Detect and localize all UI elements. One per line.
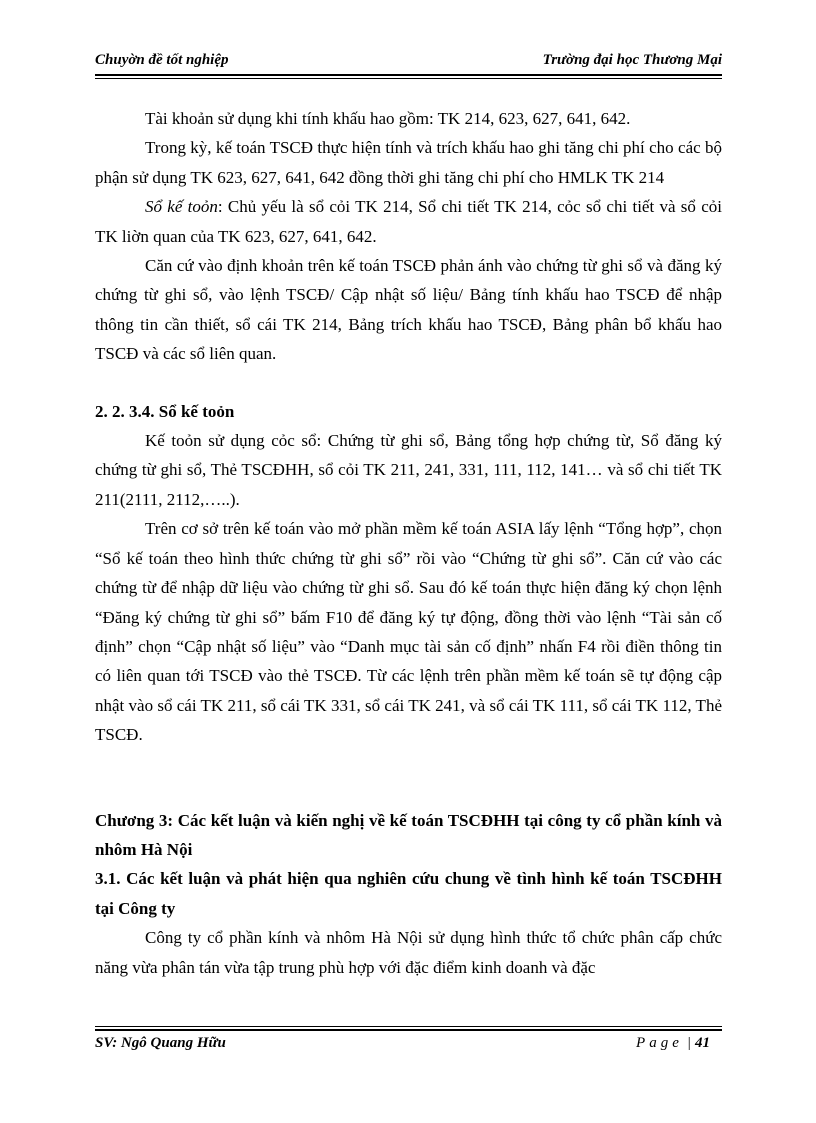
paragraph: Tài khoản sử dụng khi tính khấu hao gồm: TK 214, 623, 627, 641, 642. — [145, 109, 631, 128]
page-word: Page — [636, 1035, 683, 1051]
italic-label: Sổ kế toỏn — [145, 197, 218, 217]
page-number: 41 — [695, 1035, 710, 1051]
page-header — [95, 50, 722, 74]
page-footer — [95, 1033, 722, 1057]
paragraph: Công ty cổ phần kính và nhôm Hà Nội sử dụng hình thức tổ chức phân cấp chức năng vừa phân tán vừa tập trung phù hợp với đặc điểm kinh doanh và đặc — [95, 928, 722, 977]
chapter-heading: Chương 3: Các kết luận và kiến nghị về kế toán TSCĐHH tại công ty cổ phần kính và nhôm Hà Nội — [95, 810, 722, 859]
header-rule-thick — [95, 74, 722, 76]
paragraph — [95, 192, 722, 251]
paragraph-text: : Chủ yếu là sổ cỏi TK 214, Sổ chi tiết TK 214, cỏc sổ chi tiết và sổ cỏi TK liờn quan của TK 623, 627, 641, 642. — [95, 197, 722, 246]
footer-rule-thick — [95, 1029, 722, 1031]
page-separator: | — [686, 1035, 691, 1051]
header-thesis-title: Chuyờn đề tốt nghiệp — [95, 52, 229, 68]
section-heading: 3.1. Các kết luận và phát hiện qua nghiên cứu chung về tình hình kế toán TSCĐHH tại Công ty — [95, 869, 722, 918]
header-rule-thin — [95, 78, 722, 79]
paragraph: Kế toỏn sử dụng cỏc sổ: Chứng từ ghi sổ, Bảng tổng hợp chứng từ, Sổ đăng ký chứng từ ghi sổ, Thẻ TSCĐHH, sổ cỏi TK 211, 241, 331, 111, 112, 141… và sổ chi tiết TK 211(2111, 2112,…..). — [95, 431, 722, 509]
section-heading: 2. 2. 3.4. Sổ kế toỏn — [95, 401, 235, 421]
paragraph: Trên cơ sở trên kế toán vào mở phần mềm kế toán ASIA lấy lệnh “Tổng hợp”, chọn “Sổ kế toán theo hình thức chứng từ ghi sổ” rồi vào “Chứng từ ghi sổ”. Căn cứ vào các chứng từ để nhập dữ liệu vào chứng từ ghi sổ. Sau đó kế toán thực hiện đăng ký chọn lệnh “Đăng ký chứng từ ghi sổ” bấm F10 để đăng ký tự động, đồng thời vào lệnh “Tài sản cố định” chọn “Cập nhật số liệu” vào “Danh mục tài sản cố định” nhấn F4 rồi điền thông tin có liên quan tới TSCĐ vào thẻ TSCĐ. Từ các lệnh trên phần mềm kế toán sẽ tự động cập nhật vào sổ cái TK 211, sổ cái TK 331, sổ cái TK 241, và sổ cái TK 111, sổ cái TK 112, Thẻ TSCĐ. — [95, 519, 722, 745]
header-university: Trường đại học Thương Mại — [542, 52, 722, 68]
footer-student-name: SV: Ngô Quang Hữu — [95, 1035, 226, 1051]
page-number-label — [636, 1035, 710, 1052]
footer-rule-thin — [95, 1026, 722, 1027]
paragraph: Trong kỳ, kế toán TSCĐ thực hiện tính và trích khấu hao ghi tăng chi phí cho các bộ phận sử dụng TK 623, 627, 641, 642 đồng thời ghi tăng chi phí cho HMLK TK 214 — [95, 138, 722, 187]
paragraph: Căn cứ vào định khoản trên kế toán TSCĐ phản ánh vào chứng từ ghi sổ và đăng ký chứng từ ghi sổ, vào lệnh TSCĐ/ Cập nhật số liệu/ Bảng tính khấu hao TSCĐ để nhập thông tin cần thiết, sổ cái TK 214, Bảng trích khấu hao TSCĐ, Bảng phân bổ khấu hao TSCĐ và các sổ liên quan. — [95, 256, 722, 364]
page-body — [95, 104, 722, 982]
